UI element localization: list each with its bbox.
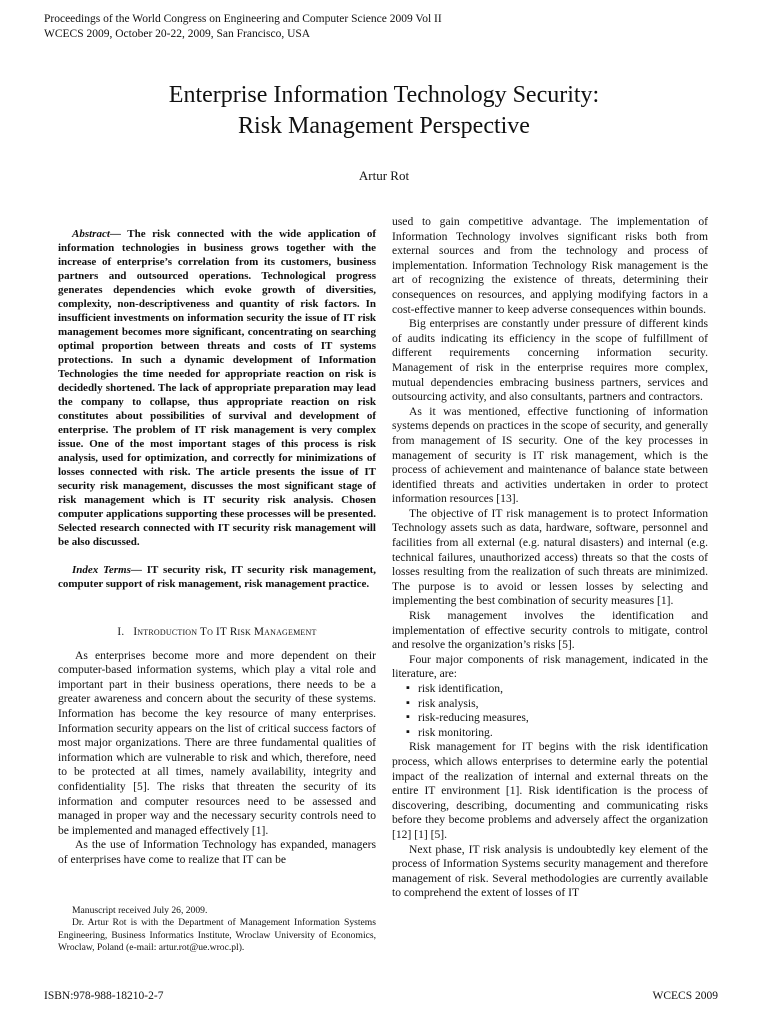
section-heading (58, 625, 376, 640)
isbn-footer: ISBN:978-988-18210-2-7 (44, 990, 164, 1002)
list-item: ▪ risk-reducing measures, (406, 711, 708, 726)
list-item: ▪ risk analysis, (406, 697, 708, 712)
risk-components-list (392, 682, 708, 740)
title-line-2: Risk Management Perspective (238, 113, 530, 139)
left-column (58, 227, 376, 868)
body-paragraph: Big enterprises are constantly under pressure of different kinds of audits indicating its efficiency in the scope of fulfillment of different requirements concerning information security. Management of risk in the enterprise requires more complex, mutual dependencies embracing business partners, services and outsourcing activity, and also consultants, partners and contractors. (392, 317, 708, 404)
conference-footer: WCECS 2009 (652, 990, 718, 1002)
body-paragraph: Four major components of risk management, indicated in the literature, are: (392, 652, 708, 681)
body-paragraph: Next phase, IT risk analysis is undoubtedly key element of the process of Information Systems security management and therefore management of risk. Several methodologies are currently available to comprehend the extent of losses of IT (392, 842, 708, 900)
body-paragraph: As the use of Information Technology has expanded, managers of enterprises have come to realize that IT can be (58, 838, 376, 866)
author-name: Artur Rot (358, 168, 410, 183)
body-paragraph: As enterprises become more and more dependent on their computer-based information systems, which play a vital role and important part in their business operations, there needs to be a greater awareness and concern about the security of these systems. Information has become the key resource of many enterprises. Information security appears on the list of critical success factors of most major organizations. There are three fundamental qualities of information which are vulnerable to risk and which, therefore, need to be protected at all times, namely availability, integrity and confidentiality [5]. The risks that threaten the security of its information and computer resources need to be assessed and managed in proper way and the necessary security controls need to be implemented and managed effectively [1]. (58, 648, 376, 837)
abstract-label: Abstract (72, 228, 110, 240)
body-paragraph: used to gain competitive advantage. The implementation of Information Technology involves significant risks both from external sources and from the technology and process of implementation. Information Technology Risk management is the art of recognizing the existence of threats, determining their consequences on resources, and applying modifying factors in a cost-effective manner to keep adverse consequences within bounds. (392, 215, 708, 316)
index-terms-text: IT security risk, IT security risk management, computer support of risk management, risk management practice. (58, 564, 377, 590)
body-paragraph: Risk management involves the identification and implementation of effective security controls to mitigate, control and resolve the organization’s risks [5]. (392, 609, 708, 652)
footnote: Dr. Artur Rot is with the Department of Management Information Systems Engineering, Business Informatics Institute, Wroclaw University of Economics, Wroclaw, Poland (e-mail: artur.rot@ue.wroc.pl). (58, 917, 376, 953)
abstract-text: The risk connected with the wide application of information technologies in business grows together with the increase of enterprise’s correlation from its customers, business partners and outsourced operations. Technological progress generates dependencies which evoke growth of diversities, complexity, non-descriptiveness and quantity of risk factors. In insufficient investments on information security the issue of IT risk management becomes more significant, concentrating on searching optimal proportion between threats and costs of IT systems protections. In such a dynamic development of Information Technologies the time needed for appropriate reaction on risk is decidedly shortened. The lack of appropriate preparation may lead the company to collapse, thus appropriate reaction on risk constitutes about possibilities of survival and development of enterprise. The problem of IT risk management is very complex issue. One of the most important stages of this process is risk analysis, used for optimization, and correctly for minimizations of losses connected with risk. The article presents the issue of IT security risk management, discusses the most significant stage of risk management which is IT security risk analysis. Chosen computer applications supporting these processes will be presented. Selected research connected with IT security risk management will be also discussed. (58, 228, 376, 548)
section-number: I. (117, 626, 125, 638)
conference-line: WCECS 2009, October 20-22, 2009, San Francisco, USA (44, 27, 311, 40)
index-terms-label: Index Terms (72, 564, 131, 576)
body-paragraph: As it was mentioned, effective functioning of information systems depends on practices in the scope of security, and generally from management of IS security. One of the key processes in management of security is IT risk management, which is the process of achievement and maintenance of balance state between identified threats and activities undertaken in order to protect information resources [13]. (392, 404, 708, 506)
proceedings-line: Proceedings of the World Congress on Engineering and Computer Science 2009 Vol II (44, 13, 442, 25)
proceedings-header (44, 12, 442, 41)
body-paragraph: The objective of IT risk management is to protect Information Technology assets such as data, hardware, software, personnel and facilities from all external (e.g. natural disasters) and internal (e.g. technical failures, unauthorized access) threats so that the costs of losses resulting from the realization of such threats are minimized. The purpose is to avoid or lessen losses by selecting and implementing the best combination of security measures [1]. (392, 506, 708, 608)
body-paragraph: Risk management for IT begins with the risk identification process, which allows enterprises to determine early the potential impact of the realization of internal and external threats on the entire IT environment [1]. Risk identification is the process of discovering, describing, documenting and communicating risks before they become problems and adversely affect the organization [12] [1] [5]. (392, 740, 708, 841)
title-line-1: Enterprise Information Technology Security: (168, 82, 600, 108)
index-terms-dash: — (130, 564, 142, 576)
abstract-dash: — (109, 228, 121, 240)
right-column (392, 215, 708, 901)
footnotes (58, 905, 376, 954)
list-item: ▪ risk monitoring. (406, 726, 708, 741)
paper-title (0, 80, 768, 142)
index-terms (58, 563, 376, 591)
section-title: Introduction To IT Risk Management (133, 626, 317, 638)
abstract (58, 227, 376, 549)
footnote: Manuscript received July 26, 2009. (72, 905, 208, 916)
list-item: ▪ risk identification, (406, 682, 708, 697)
